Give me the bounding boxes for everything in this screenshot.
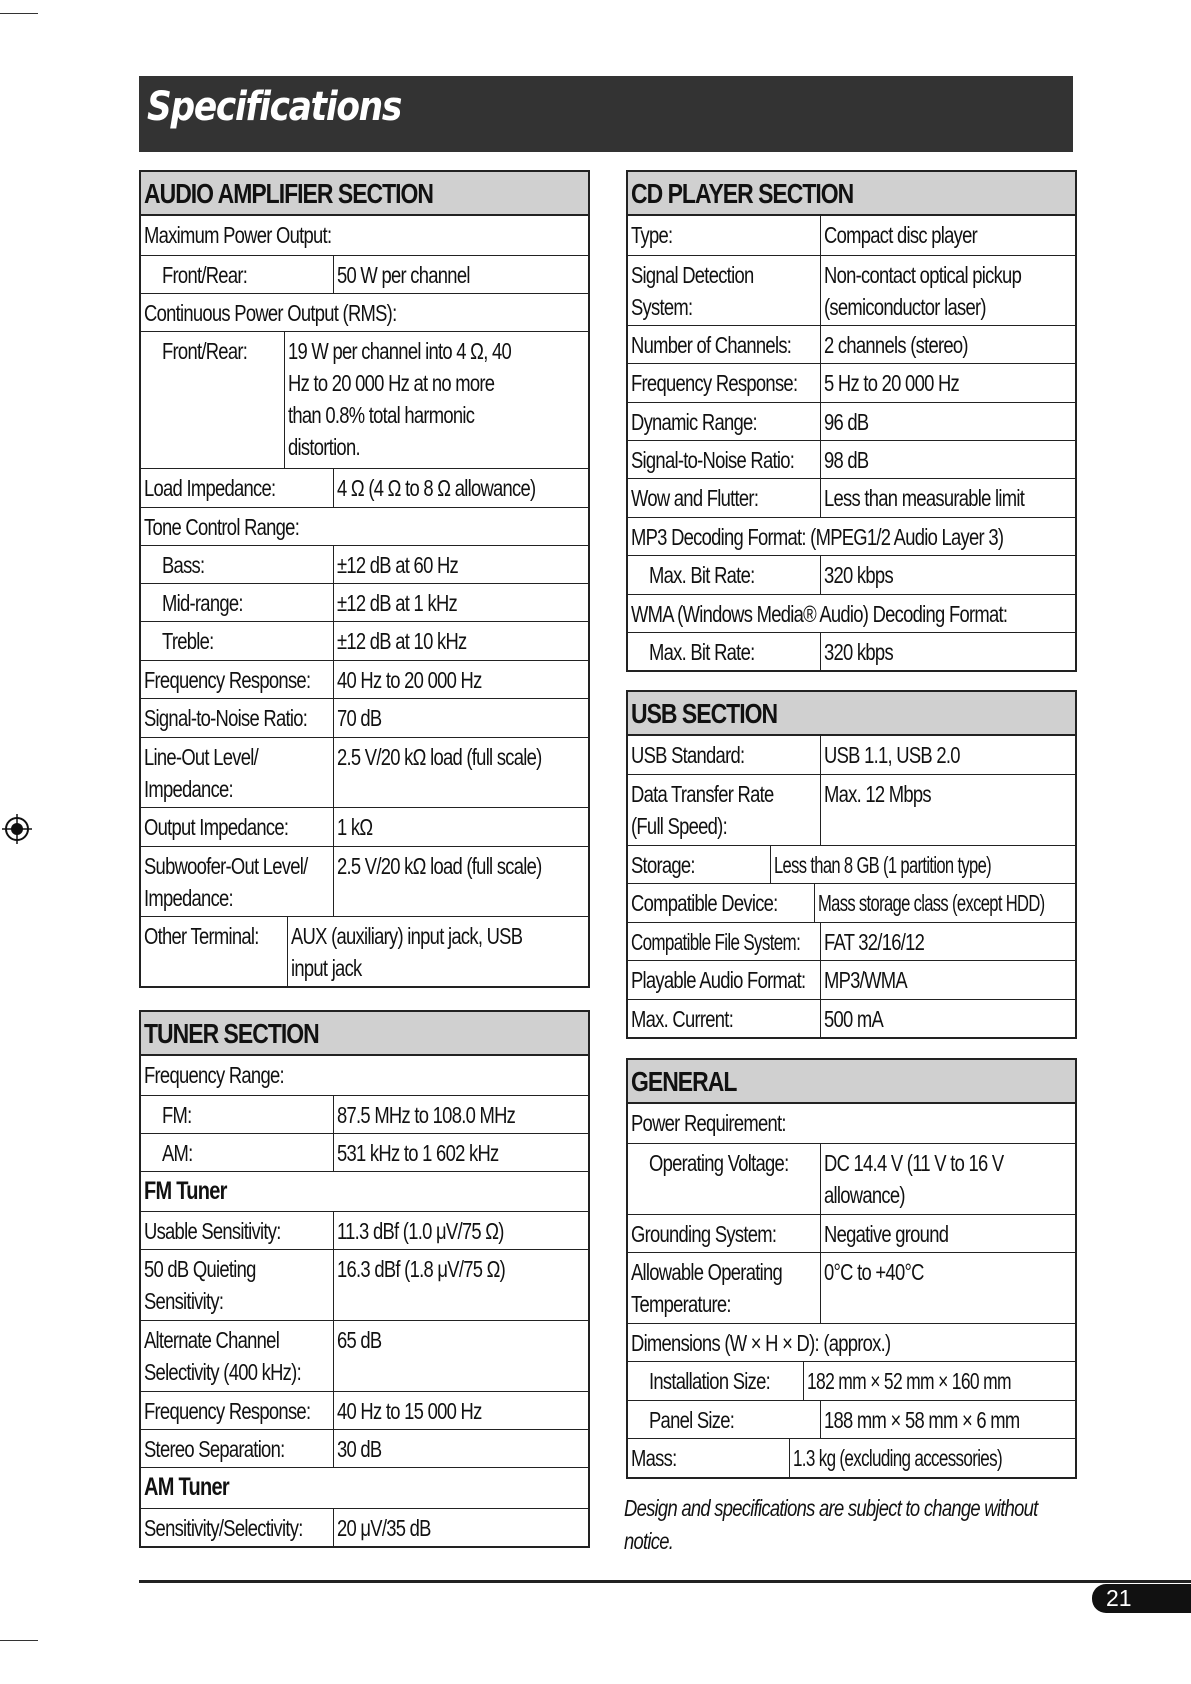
spec-row: Storage: Less than 8 GB (1 partition type) [628,845,1075,883]
spec-row: Playable Audio Format: MP3/WMA [628,960,1075,999]
spec-row: Usable Sensitivity: 11.3 dBf (1.0 μV/75 Ω) [141,1211,588,1249]
spec-row: Line-Out Level/ Impedance: 2.5 V/20 kΩ load (full scale) [141,737,588,807]
bottom-rule [139,1580,1191,1583]
spec-row: USB Standard: USB 1.1, USB 2.0 [628,736,1075,774]
spec-row: Dynamic Range: 96 dB [628,402,1075,440]
spec-row: Compatible File System: FAT 32/16/12 [628,922,1075,960]
title-bar [139,76,1073,152]
spec-row: Continuous Power Output (RMS): [141,293,588,331]
audio-amplifier-section [139,170,590,988]
spec-row: Number of Channels: 2 channels (stereo) [628,325,1075,363]
spec-row: Wow and Flutter: Less than measurable limit [628,478,1075,517]
spec-row: Max. Current: 500 mA [628,999,1075,1037]
spec-row: Max. Bit Rate: 320 kbps [628,555,1075,594]
spec-row: Other Terminal: AUX (auxiliary) input jack, USB input jack [141,916,588,986]
section-heading: GENERAL [628,1060,1075,1104]
spec-row: Panel Size: 188 mm × 58 mm × 6 mm [628,1400,1075,1438]
spec-row: Dimensions (W × H × D): (approx.) [628,1323,1075,1361]
tuner-section [139,1010,590,1548]
spec-row: Frequency Response: 5 Hz to 20 000 Hz [628,363,1075,402]
spec-row: Subwoofer-Out Level/ Impedance: 2.5 V/20 kΩ load (full scale) [141,846,588,916]
spec-row: Signal Detection System: Non-contact optical pickup (semiconductor laser) [628,255,1075,325]
spec-row: Mass: 1.3 kg (excluding accessories) [628,1438,1075,1477]
spec-row: Data Transfer Rate (Full Speed): Max. 12 Mbps [628,774,1075,845]
spec-row: Maximum Power Output: [144,222,332,248]
spec-row: Load Impedance: 4 Ω (4 Ω to 8 Ω allowance) [141,468,588,507]
spec-row: Output Impedance: 1 kΩ [141,807,588,846]
usb-section [626,690,1077,1039]
spec-row: Frequency Response: 40 Hz to 20 000 Hz [141,660,588,698]
spec-row: Treble: ±12 dB at 10 kHz [141,621,588,660]
spec-row: FM: 87.5 MHz to 108.0 MHz [141,1095,588,1133]
general-section [626,1058,1077,1479]
spec-row: Operating Voltage: DC 14.4 V (11 V to 16 V allowance) [628,1143,1075,1214]
crop-mark-bottom [0,1640,38,1641]
spec-row: Front/Rear: 50 W per channel [141,255,588,293]
spec-row: Tone Control Range: [141,507,588,545]
spec-row: Signal-to-Noise Ratio: 70 dB [141,698,588,737]
spec-row: Front/Rear: 19 W per channel into 4 Ω, 40 Hz to 20 000 Hz at no more than 0.8% total harmonic distortion. [141,331,588,468]
spec-row: Stereo Separation: 30 dB [141,1429,588,1467]
spec-row: Type: Compact disc player [628,216,1075,255]
section-heading: AUDIO AMPLIFIER SECTION [141,172,588,216]
spec-row: WMA (Windows Media® Audio) Decoding Format: [628,594,1075,632]
spec-row: Sensitivity/Selectivity: 20 μV/35 dB [141,1508,588,1546]
section-heading: USB SECTION [628,692,1075,736]
spec-row: Installation Size: 182 mm × 52 mm × 160 mm [628,1361,1075,1400]
spec-row: Frequency Response: 40 Hz to 15 000 Hz [141,1391,588,1429]
spec-row [141,1171,588,1211]
page-number: 21 [1092,1584,1191,1613]
am-tuner-subheading: AM Tuner [144,1473,229,1501]
cd-player-section [626,170,1077,672]
footnote: Design and specifications are subject to change without notice. [624,1495,1038,1554]
spec-row: Compatible Device: Mass storage class (except HDD) [628,883,1075,922]
spec-row: Mid-range: ±12 dB at 1 kHz [141,583,588,621]
page-title: Specifications [147,84,402,130]
spec-row: Grounding System: Negative ground [628,1214,1075,1252]
spec-row: Bass: ±12 dB at 60 Hz [141,545,588,583]
spec-row: Signal-to-Noise Ratio: 98 dB [628,440,1075,478]
section-heading: TUNER SECTION [141,1012,588,1056]
spec-row: Allowable Operating Temperature: 0°C to +40°C [628,1252,1075,1323]
spec-row: AM: 531 kHz to 1 602 kHz [141,1133,588,1171]
section-heading: CD PLAYER SECTION [628,172,1075,216]
spec-row: Frequency Range: [144,1062,284,1088]
spec-row: MP3 Decoding Format: (MPEG1/2 Audio Layer 3) [628,517,1075,555]
fm-tuner-subheading: FM Tuner [144,1177,227,1205]
registration-mark-icon [2,814,32,844]
spec-row: 50 dB Quieting Sensitivity: 16.3 dBf (1.8 μV/75 Ω) [141,1249,588,1320]
spec-row: Max. Bit Rate: 320 kbps [628,632,1075,670]
spec-row: Power Requirement: [631,1110,786,1136]
crop-mark-top [0,13,38,14]
spec-row [141,1467,588,1508]
spec-row: Alternate Channel Selectivity (400 kHz): 65 dB [141,1320,588,1391]
